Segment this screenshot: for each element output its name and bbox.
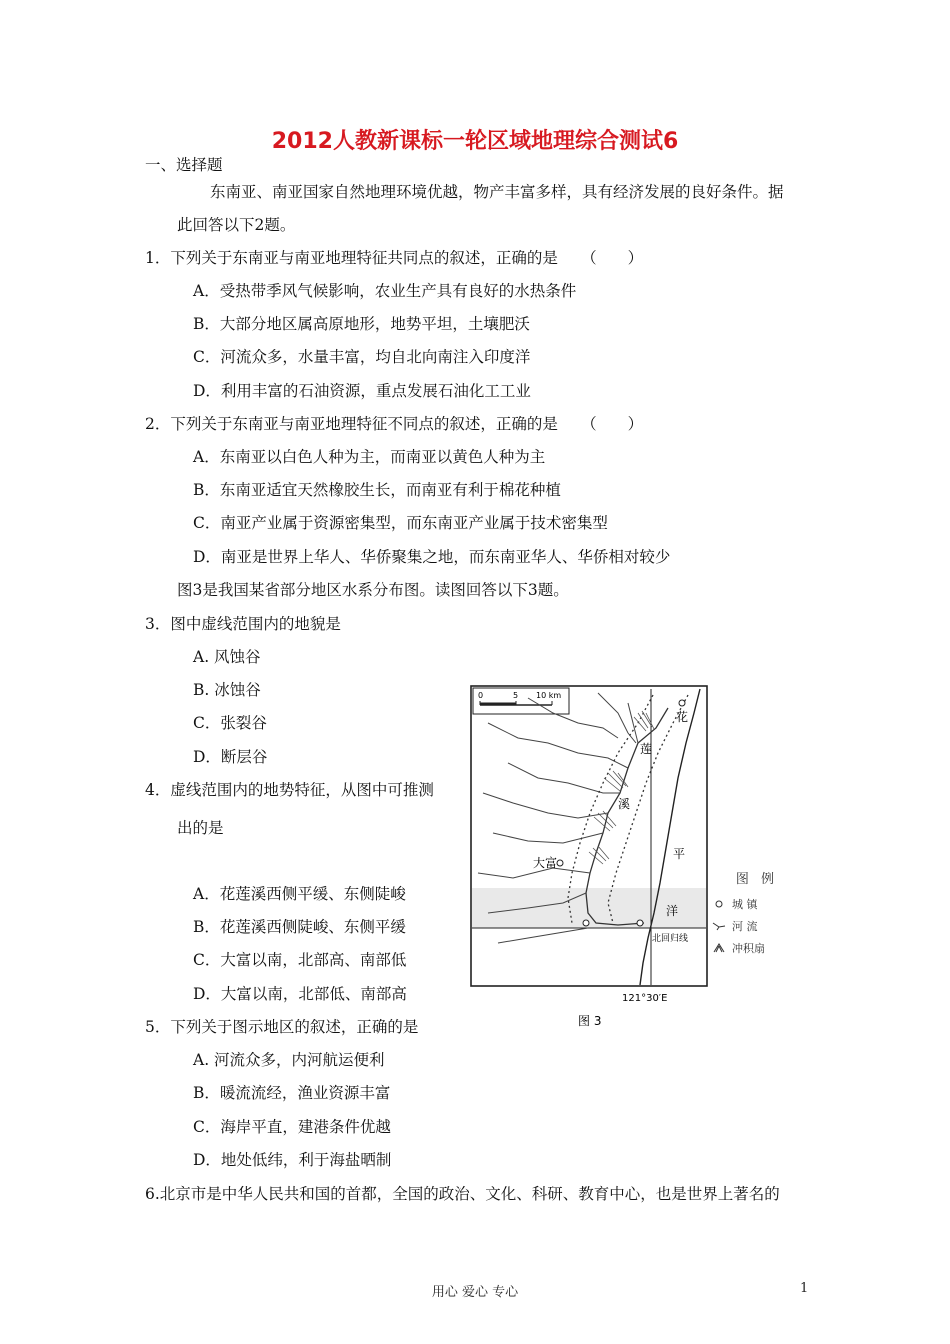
legend-river	[712, 915, 802, 937]
legend-fan-label: 冲积扇	[732, 942, 765, 955]
question-1-option-a: A．受热带季风气候影响，农业生产具有良好的水热条件	[193, 282, 577, 300]
question-5-option-a: A. 河流众多，内河航运便利	[193, 1051, 385, 1069]
town-hualien	[679, 700, 685, 706]
page-footer: 用心 爱心 专心	[431, 1285, 519, 1300]
intro-paragraph-2: 图3是我国某省部分地区水系分布图。读图回答以下3题。	[177, 581, 569, 599]
question-4-stem: 4．虚线范围内的地势特征，从图中可推测	[145, 781, 434, 799]
question-5-option-b: B．暖流流经，渔业资源丰富	[193, 1084, 391, 1102]
figure-caption: 图 3	[578, 1014, 602, 1028]
label-dafu: 大富	[533, 856, 558, 870]
scale-label-0: 0	[478, 691, 484, 700]
question-3-option-d: D．断层谷	[193, 748, 268, 766]
town-symbol-icon	[712, 899, 726, 909]
map-legend	[712, 868, 802, 959]
page-number: 1	[800, 1281, 809, 1296]
question-1-option-c: C．河流众多，水量丰富，均自北向南注入印度洋	[193, 348, 531, 366]
question-1-stem: 1．下列关于东南亚与南亚地理特征共同点的叙述，正确的是 （ ）	[145, 249, 644, 267]
intro-paragraph-1: 东南亚、南亚国家自然地理环境优越，物产丰富多样，具有经济发展的良好条件。据	[210, 183, 784, 201]
label-xi: 溪	[618, 797, 631, 811]
question-2-option-a: A．东南亚以白色人种为主，而南亚以黄色人种为主	[193, 448, 546, 466]
alluvial-fan-symbol-icon	[712, 943, 726, 953]
question-1-option-b: B．大部分地区属高原地形，地势平坦，土壤肥沃	[193, 315, 530, 333]
page-title: 2012人教新课标一轮区域地理综合测试6	[271, 129, 679, 154]
town-south	[583, 920, 589, 926]
label-yang: 洋	[666, 904, 679, 918]
label-hua: 花	[676, 710, 689, 724]
label-longitude: 121°30′E	[622, 993, 668, 1004]
question-5-stem: 5．下列关于图示地区的叙述，正确的是	[145, 1018, 419, 1036]
label-lian: 莲	[640, 742, 653, 756]
legend-title: 图 例	[735, 872, 779, 887]
intro-paragraph-1-cont: 此回答以下2题。	[177, 216, 296, 234]
label-tropic: 北回归线	[652, 934, 689, 944]
question-3-option-a: A. 风蚀谷	[193, 648, 261, 666]
town-coast	[637, 920, 643, 926]
question-2-stem: 2．下列关于东南亚与南亚地理特征不同点的叙述，正确的是 （ ）	[145, 415, 644, 433]
question-4-stem-cont: 出的是	[177, 819, 224, 837]
legend-river-label: 河 流	[732, 920, 758, 933]
question-2-option-b: B．东南亚适宜天然橡胶生长，而南亚有利于棉花种植	[193, 481, 561, 499]
question-3-stem: 3．图中虚线范围内的地貌是	[145, 615, 341, 633]
question-4-option-b: B．花莲溪西侧陡峻、东侧平缓	[193, 918, 406, 936]
legend-town	[712, 893, 802, 915]
question-4-option-a: A．花莲溪西侧平缓、东侧陡峻	[193, 885, 406, 903]
scale-label-5: 5	[513, 691, 519, 700]
legend-fan	[712, 937, 802, 959]
question-4-option-d: D．大富以南，北部低、南部高	[193, 985, 407, 1003]
question-3-option-b: B. 冰蚀谷	[193, 681, 261, 699]
question-6-stem: 6.北京市是中华人民共和国的首都，全国的政治、文化、科研、教育中心，也是世界上著名的	[145, 1185, 780, 1203]
scale-label-10: 10 km	[536, 691, 562, 700]
river-symbol-icon	[712, 921, 726, 931]
legend-town-label: 城 镇	[732, 898, 758, 911]
section-heading: 一、选择题	[145, 156, 223, 174]
label-ping: 平	[673, 847, 686, 861]
river-system-map	[468, 683, 788, 1033]
town-dafu	[557, 860, 563, 866]
question-5-option-c: C．海岸平直，建港条件优越	[193, 1118, 391, 1136]
question-1-option-d: D．利用丰富的石油资源，重点发展石油化工工业	[193, 382, 531, 400]
question-2-option-d: D．南亚是世界上华人、华侨聚集之地，而东南亚华人、华侨相对较少	[193, 548, 671, 566]
question-3-option-c: C．张裂谷	[193, 714, 267, 732]
question-5-option-d: D．地处低纬，利于海盐晒制	[193, 1151, 392, 1169]
question-4-option-c: C．大富以南，北部高、南部低	[193, 951, 407, 969]
question-2-option-c: C．南亚产业属于资源密集型，而东南亚产业属于技术密集型	[193, 514, 608, 532]
